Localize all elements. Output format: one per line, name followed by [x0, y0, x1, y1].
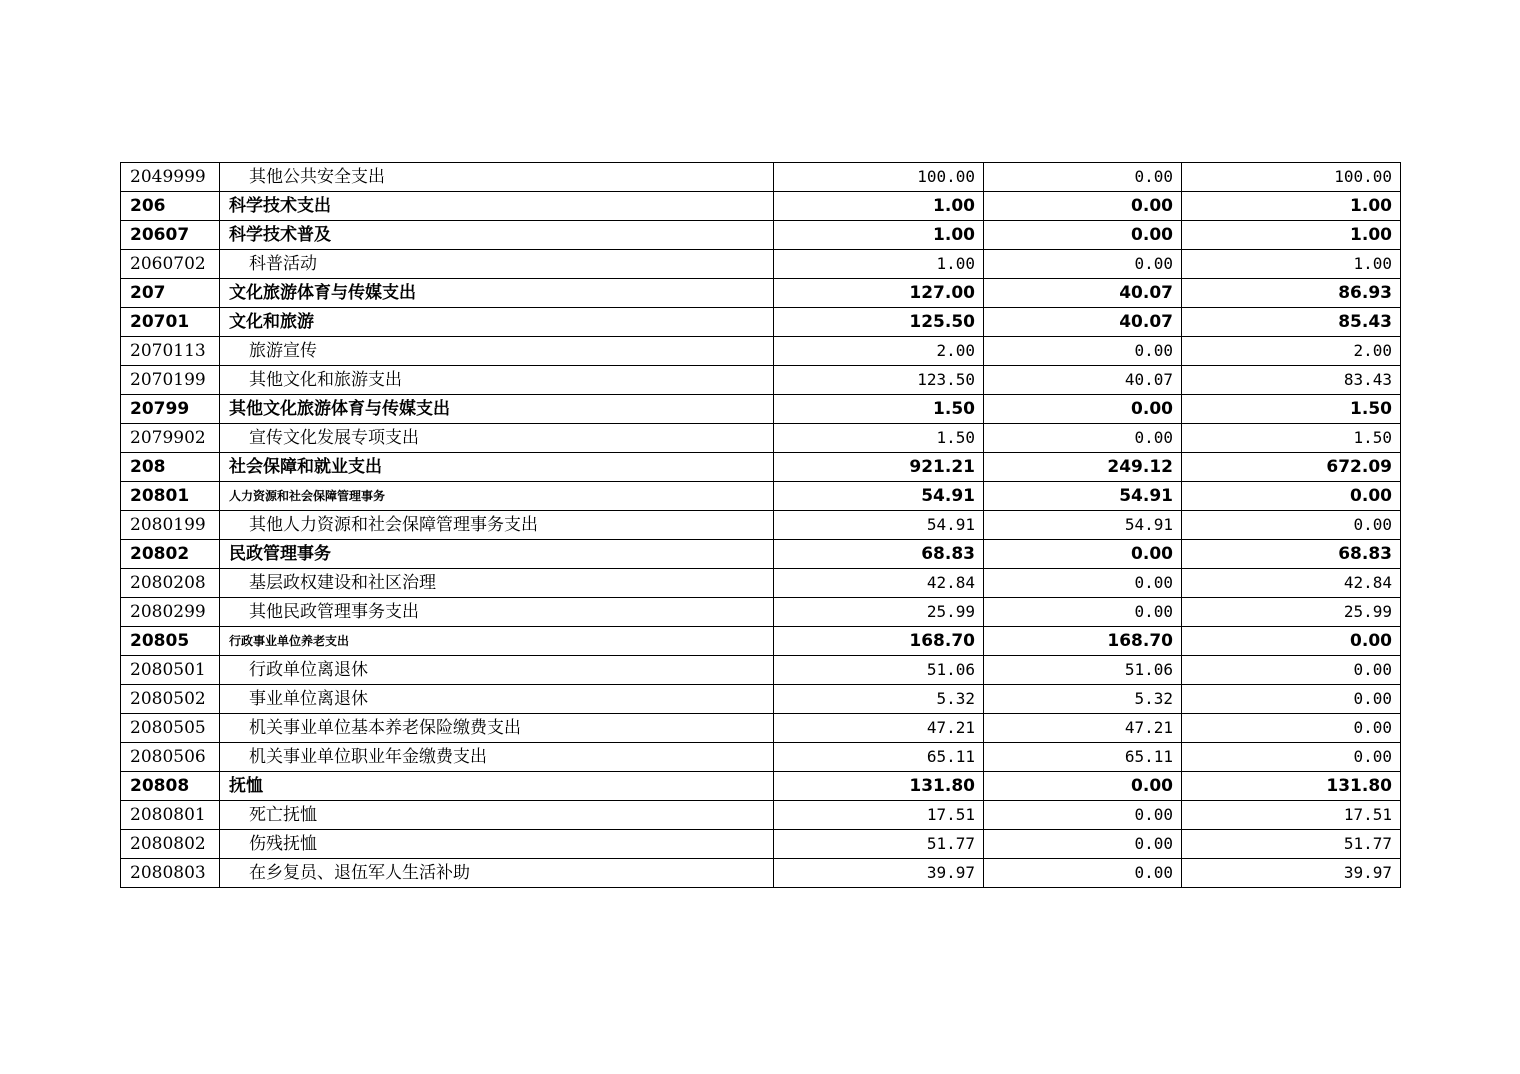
budget-table	[120, 162, 1401, 888]
row-name	[220, 685, 774, 714]
row-value-2: 0.00	[984, 395, 1182, 424]
table-row	[121, 337, 1401, 366]
row-code: 2080802	[121, 830, 220, 859]
row-value-2: 40.07	[984, 279, 1182, 308]
row-value-2: 0.00	[984, 163, 1182, 192]
row-name	[220, 801, 774, 830]
row-value-1: 39.97	[774, 859, 984, 888]
row-value-1: 1.00	[774, 250, 984, 279]
row-value-2: 0.00	[984, 772, 1182, 801]
row-name-text: 其他公共安全支出	[249, 167, 385, 187]
row-name	[220, 308, 774, 337]
row-value-2: 47.21	[984, 714, 1182, 743]
row-name-text: 文化旅游体育与传媒支出	[229, 283, 416, 303]
row-value-3: 672.09	[1182, 453, 1401, 482]
row-code: 2080299	[121, 598, 220, 627]
table-row	[121, 395, 1401, 424]
row-code: 20799	[121, 395, 220, 424]
row-name	[220, 395, 774, 424]
row-code: 2080502	[121, 685, 220, 714]
row-value-3: 68.83	[1182, 540, 1401, 569]
table-row	[121, 569, 1401, 598]
table-row	[121, 859, 1401, 888]
row-value-3: 0.00	[1182, 656, 1401, 685]
row-value-1: 54.91	[774, 482, 984, 511]
row-value-1: 127.00	[774, 279, 984, 308]
table-row	[121, 627, 1401, 656]
row-value-2: 168.70	[984, 627, 1182, 656]
row-name	[220, 540, 774, 569]
table-row	[121, 685, 1401, 714]
row-value-2: 54.91	[984, 511, 1182, 540]
row-code: 20801	[121, 482, 220, 511]
table-row	[121, 279, 1401, 308]
row-value-1: 1.00	[774, 221, 984, 250]
row-value-1: 125.50	[774, 308, 984, 337]
row-name-text: 其他文化旅游体育与传媒支出	[229, 399, 450, 419]
row-value-2: 0.00	[984, 337, 1182, 366]
row-value-3: 51.77	[1182, 830, 1401, 859]
row-value-3: 131.80	[1182, 772, 1401, 801]
row-code: 208	[121, 453, 220, 482]
row-name-text: 机关事业单位职业年金缴费支出	[249, 747, 487, 767]
row-code: 2049999	[121, 163, 220, 192]
row-name	[220, 830, 774, 859]
row-name	[220, 192, 774, 221]
row-name-text: 宣传文化发展专项支出	[249, 428, 419, 448]
row-name-text: 人力资源和社会保障管理事务	[229, 489, 386, 503]
table-row	[121, 192, 1401, 221]
row-value-3: 17.51	[1182, 801, 1401, 830]
row-value-3: 0.00	[1182, 685, 1401, 714]
row-value-1: 51.77	[774, 830, 984, 859]
row-name-text: 事业单位离退休	[249, 689, 368, 709]
row-value-3: 25.99	[1182, 598, 1401, 627]
row-value-1: 123.50	[774, 366, 984, 395]
row-code: 20701	[121, 308, 220, 337]
table-row	[121, 424, 1401, 453]
row-value-1: 47.21	[774, 714, 984, 743]
row-name-text: 其他文化和旅游支出	[249, 370, 402, 390]
row-value-3: 1.50	[1182, 424, 1401, 453]
row-value-3: 1.50	[1182, 395, 1401, 424]
row-code: 207	[121, 279, 220, 308]
row-name-text: 在乡复员、退伍军人生活补助	[249, 863, 470, 883]
row-value-3: 0.00	[1182, 511, 1401, 540]
row-name-text: 科学技术支出	[229, 196, 331, 216]
row-value-3: 1.00	[1182, 250, 1401, 279]
row-name	[220, 337, 774, 366]
row-value-3: 1.00	[1182, 192, 1401, 221]
row-code: 20802	[121, 540, 220, 569]
table-row	[121, 366, 1401, 395]
row-name-text: 社会保障和就业支出	[229, 457, 382, 477]
row-value-1: 131.80	[774, 772, 984, 801]
row-value-2: 0.00	[984, 569, 1182, 598]
row-code: 2080801	[121, 801, 220, 830]
row-value-3: 85.43	[1182, 308, 1401, 337]
row-name	[220, 627, 774, 656]
row-value-2: 0.00	[984, 424, 1182, 453]
row-code: 2080501	[121, 656, 220, 685]
row-name	[220, 221, 774, 250]
row-value-1: 54.91	[774, 511, 984, 540]
row-value-1: 1.50	[774, 395, 984, 424]
row-name	[220, 859, 774, 888]
table-row	[121, 540, 1401, 569]
row-value-1: 1.00	[774, 192, 984, 221]
row-value-2: 0.00	[984, 540, 1182, 569]
row-value-2: 0.00	[984, 221, 1182, 250]
row-value-2: 40.07	[984, 308, 1182, 337]
row-value-2: 65.11	[984, 743, 1182, 772]
row-name	[220, 453, 774, 482]
table-row	[121, 656, 1401, 685]
row-value-1: 2.00	[774, 337, 984, 366]
row-value-2: 54.91	[984, 482, 1182, 511]
row-code: 2070113	[121, 337, 220, 366]
row-name	[220, 598, 774, 627]
row-value-1: 168.70	[774, 627, 984, 656]
row-value-1: 42.84	[774, 569, 984, 598]
row-value-1: 100.00	[774, 163, 984, 192]
row-code: 20805	[121, 627, 220, 656]
row-value-1: 1.50	[774, 424, 984, 453]
row-value-2: 40.07	[984, 366, 1182, 395]
row-name	[220, 163, 774, 192]
row-value-1: 25.99	[774, 598, 984, 627]
row-value-2: 5.32	[984, 685, 1182, 714]
row-value-1: 65.11	[774, 743, 984, 772]
row-name	[220, 569, 774, 598]
row-value-2: 0.00	[984, 830, 1182, 859]
row-name	[220, 772, 774, 801]
row-value-1: 5.32	[774, 685, 984, 714]
row-value-3: 86.93	[1182, 279, 1401, 308]
row-value-3: 0.00	[1182, 714, 1401, 743]
table-row	[121, 250, 1401, 279]
row-name	[220, 279, 774, 308]
row-name	[220, 511, 774, 540]
table-row	[121, 163, 1401, 192]
row-value-2: 0.00	[984, 801, 1182, 830]
table-row	[121, 308, 1401, 337]
row-name	[220, 250, 774, 279]
row-value-3: 1.00	[1182, 221, 1401, 250]
row-name-text: 行政单位离退休	[249, 660, 368, 680]
row-value-2: 249.12	[984, 453, 1182, 482]
table-row	[121, 801, 1401, 830]
row-name	[220, 656, 774, 685]
row-value-1: 17.51	[774, 801, 984, 830]
row-name-text: 行政事业单位养老支出	[229, 634, 350, 648]
row-name-text: 基层政权建设和社区治理	[249, 573, 436, 593]
row-name-text: 抚恤	[229, 776, 263, 796]
row-value-3: 39.97	[1182, 859, 1401, 888]
row-value-3: 0.00	[1182, 482, 1401, 511]
row-name	[220, 366, 774, 395]
row-name	[220, 482, 774, 511]
table-row	[121, 221, 1401, 250]
row-name-text: 伤残抚恤	[249, 834, 317, 854]
row-name-text: 死亡抚恤	[249, 805, 317, 825]
row-code: 2080803	[121, 859, 220, 888]
table-row	[121, 511, 1401, 540]
row-code: 20607	[121, 221, 220, 250]
row-value-2: 0.00	[984, 859, 1182, 888]
row-name	[220, 714, 774, 743]
row-value-1: 51.06	[774, 656, 984, 685]
row-name-text: 科普活动	[249, 254, 317, 274]
row-code: 2080208	[121, 569, 220, 598]
row-name-text: 科学技术普及	[229, 225, 331, 245]
row-name	[220, 424, 774, 453]
row-name-text: 其他民政管理事务支出	[249, 602, 419, 622]
table-row	[121, 482, 1401, 511]
row-code: 2080199	[121, 511, 220, 540]
table-row	[121, 453, 1401, 482]
row-value-3: 2.00	[1182, 337, 1401, 366]
row-code: 2080506	[121, 743, 220, 772]
table-row	[121, 830, 1401, 859]
row-value-3: 83.43	[1182, 366, 1401, 395]
row-code: 206	[121, 192, 220, 221]
row-code: 2080505	[121, 714, 220, 743]
row-name-text: 机关事业单位基本养老保险缴费支出	[249, 718, 521, 738]
row-value-2: 0.00	[984, 598, 1182, 627]
row-value-1: 68.83	[774, 540, 984, 569]
row-name	[220, 743, 774, 772]
table-row	[121, 598, 1401, 627]
row-value-2: 0.00	[984, 192, 1182, 221]
row-name-text: 其他人力资源和社会保障管理事务支出	[249, 515, 538, 535]
row-name-text: 文化和旅游	[229, 312, 314, 332]
row-value-3: 42.84	[1182, 569, 1401, 598]
row-code: 20808	[121, 772, 220, 801]
row-code: 2079902	[121, 424, 220, 453]
row-value-3: 0.00	[1182, 743, 1401, 772]
row-value-1: 921.21	[774, 453, 984, 482]
table-row	[121, 743, 1401, 772]
row-code: 2070199	[121, 366, 220, 395]
row-value-2: 0.00	[984, 250, 1182, 279]
table-row	[121, 714, 1401, 743]
row-value-3: 0.00	[1182, 627, 1401, 656]
row-name-text: 旅游宣传	[249, 341, 317, 361]
row-value-2: 51.06	[984, 656, 1182, 685]
row-value-3: 100.00	[1182, 163, 1401, 192]
row-code: 2060702	[121, 250, 220, 279]
row-name-text: 民政管理事务	[229, 544, 331, 564]
table-row	[121, 772, 1401, 801]
